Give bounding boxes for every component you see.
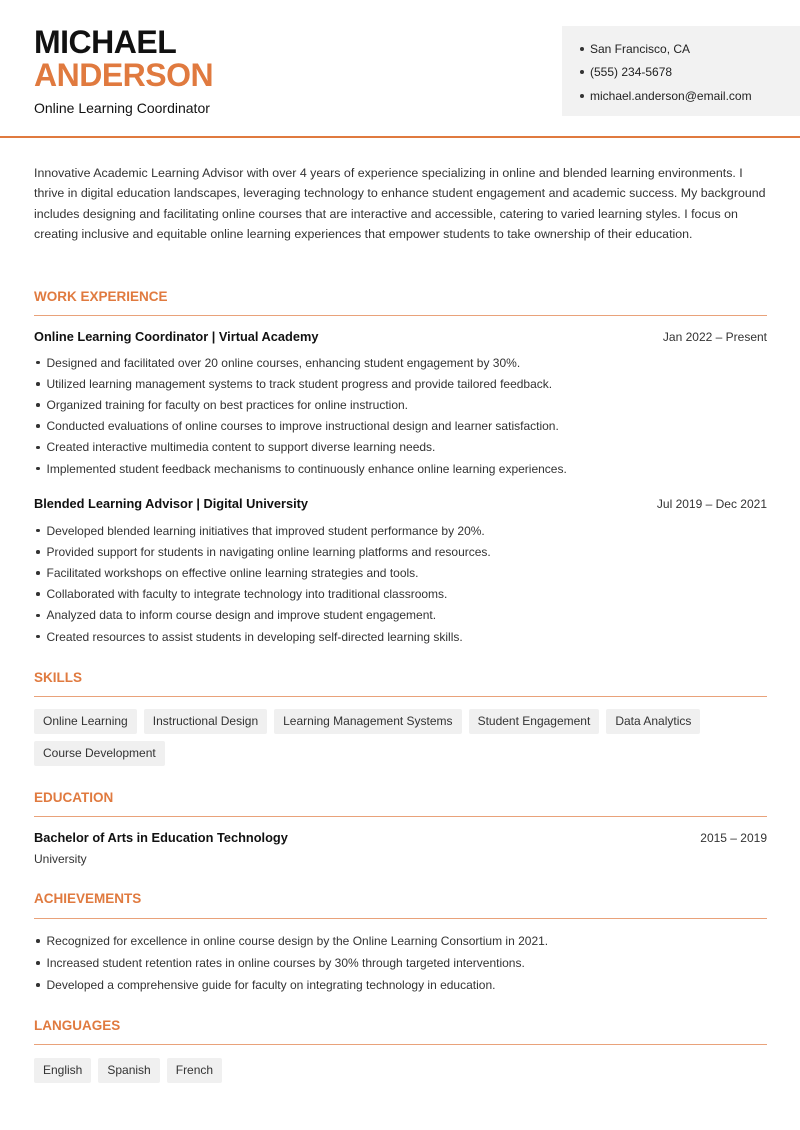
list-item bbox=[34, 373, 767, 394]
skill-chip: Online Learning bbox=[34, 709, 137, 734]
bullet-icon bbox=[36, 529, 40, 533]
contact-box bbox=[562, 26, 800, 116]
contact-location bbox=[580, 37, 800, 61]
languages-list bbox=[34, 1058, 767, 1083]
language-chip: Spanish bbox=[98, 1058, 159, 1083]
achievements-heading: ACHIEVEMENTS bbox=[34, 891, 142, 906]
email-text: michael.anderson@email.com bbox=[590, 88, 752, 103]
list-item bbox=[34, 584, 767, 605]
achievement-text: Increased student retention rates in online courses by 30% through targeted interventions. bbox=[46, 956, 525, 970]
list-item bbox=[34, 562, 767, 583]
bullet-icon bbox=[580, 47, 584, 51]
list-item bbox=[34, 458, 767, 479]
job-title-company: Blended Learning Advisor | Digital University bbox=[34, 496, 309, 511]
section-divider bbox=[34, 696, 767, 697]
education-header bbox=[34, 830, 767, 845]
bullet-icon bbox=[36, 403, 40, 407]
contact-email bbox=[580, 84, 800, 108]
bullet-icon bbox=[36, 592, 40, 596]
phone-text: (555) 234-5678 bbox=[590, 65, 673, 80]
bullet-icon bbox=[580, 70, 584, 74]
list-item bbox=[34, 952, 767, 974]
job-bullets bbox=[34, 520, 767, 647]
bullet-icon bbox=[36, 550, 40, 554]
achievements-list bbox=[34, 930, 767, 996]
list-item bbox=[34, 974, 767, 996]
bullet-text: Implemented student feedback mechanisms to continuously enhance online learning experiences. bbox=[46, 461, 567, 476]
list-item bbox=[34, 626, 767, 647]
bullet-icon bbox=[36, 467, 40, 471]
language-chip: French bbox=[167, 1058, 222, 1083]
skill-chip: Instructional Design bbox=[144, 709, 267, 734]
bullet-text: Created interactive multimedia content to support diverse learning needs. bbox=[46, 440, 436, 455]
list-item bbox=[34, 416, 767, 437]
job-header bbox=[34, 496, 767, 511]
education-heading: EDUCATION bbox=[34, 790, 114, 805]
bullet-text: Designed and facilitated over 20 online courses, enhancing student engagement by 30%. bbox=[46, 355, 521, 370]
skills-list bbox=[34, 709, 767, 766]
list-item bbox=[34, 437, 767, 458]
bullet-text: Developed blended learning initiatives that improved student performance by 20%. bbox=[46, 523, 485, 538]
bullet-icon bbox=[580, 94, 584, 98]
contact-phone bbox=[580, 61, 800, 85]
language-chip: English bbox=[34, 1058, 91, 1083]
school-name: University bbox=[34, 852, 87, 866]
bullet-text: Utilized learning management systems to track student progress and provide tailored feedback. bbox=[46, 376, 553, 391]
skill-chip: Course Development bbox=[34, 741, 165, 766]
first-name: MICHAEL bbox=[34, 24, 177, 60]
skill-chip: Student Engagement bbox=[469, 709, 600, 734]
bullet-icon bbox=[36, 939, 40, 943]
location-text: San Francisco, CA bbox=[590, 41, 691, 56]
job-dates: Jan 2022 – Present bbox=[662, 329, 767, 344]
section-divider bbox=[34, 315, 767, 316]
skills-heading: SKILLS bbox=[34, 670, 83, 685]
skill-chip: Data Analytics bbox=[606, 709, 700, 734]
languages-heading: LANGUAGES bbox=[34, 1018, 121, 1033]
job-title-company: Online Learning Coordinator | Virtual Academy bbox=[34, 329, 319, 344]
bullet-text: Collaborated with faculty to integrate technology into traditional classrooms. bbox=[46, 587, 448, 602]
job-header bbox=[34, 329, 767, 344]
section-divider bbox=[34, 816, 767, 817]
bullet-icon bbox=[36, 614, 40, 618]
skill-chip: Learning Management Systems bbox=[274, 709, 461, 734]
bullet-text: Organized training for faculty on best practices for online instruction. bbox=[46, 397, 409, 412]
section-divider bbox=[34, 918, 767, 919]
list-item bbox=[34, 605, 767, 626]
job-bullets bbox=[34, 352, 767, 479]
list-item bbox=[34, 520, 767, 541]
resume-header bbox=[0, 0, 800, 138]
bullet-icon bbox=[36, 361, 40, 365]
bullet-text: Created resources to assist students in developing self-directed learning skills. bbox=[46, 629, 463, 644]
list-item bbox=[34, 394, 767, 415]
bullet-icon bbox=[36, 571, 40, 575]
bullet-text: Facilitated workshops on effective online learning strategies and tools. bbox=[46, 565, 419, 580]
education-dates: 2015 – 2019 bbox=[700, 830, 767, 845]
summary-paragraph: Innovative Academic Learning Advisor with over 4 years of experience specializing in online and blended learning environments. I thrive in digital education landscapes, leveraging technology to enhance student engagement and academic success. My background includes designing and facilitating online courses that are interactive and accessible, catering to varied learning styles. I focus on creating inclusive and equitable online learning experiences that empower students to take ownership of their education. bbox=[34, 166, 766, 241]
bullet-text: Conducted evaluations of online courses to improve instructional design and learner satisfaction. bbox=[46, 419, 559, 434]
bullet-text: Analyzed data to inform course design and improve student engagement. bbox=[46, 608, 437, 623]
section-divider bbox=[34, 1044, 767, 1045]
work-experience-heading: WORK EXPERIENCE bbox=[34, 289, 168, 304]
job-dates: Jul 2019 – Dec 2021 bbox=[656, 496, 767, 511]
last-name: ANDERSON bbox=[34, 57, 214, 93]
list-item bbox=[34, 352, 767, 373]
bullet-icon bbox=[36, 961, 40, 965]
bullet-icon bbox=[36, 424, 40, 428]
bullet-icon bbox=[36, 983, 40, 987]
bullet-text: Provided support for students in navigating online learning platforms and resources. bbox=[46, 544, 491, 559]
list-item bbox=[34, 541, 767, 562]
job-title: Online Learning Coordinator bbox=[34, 100, 210, 116]
bullet-icon bbox=[36, 446, 40, 450]
achievement-text: Recognized for excellence in online course design by the Online Learning Consortium in 2021. bbox=[46, 934, 549, 948]
list-item bbox=[34, 930, 767, 952]
bullet-icon bbox=[36, 635, 40, 639]
bullet-icon bbox=[36, 382, 40, 386]
degree-title: Bachelor of Arts in Education Technology bbox=[34, 830, 288, 845]
achievement-text: Developed a comprehensive guide for faculty on integrating technology in education. bbox=[46, 978, 496, 992]
